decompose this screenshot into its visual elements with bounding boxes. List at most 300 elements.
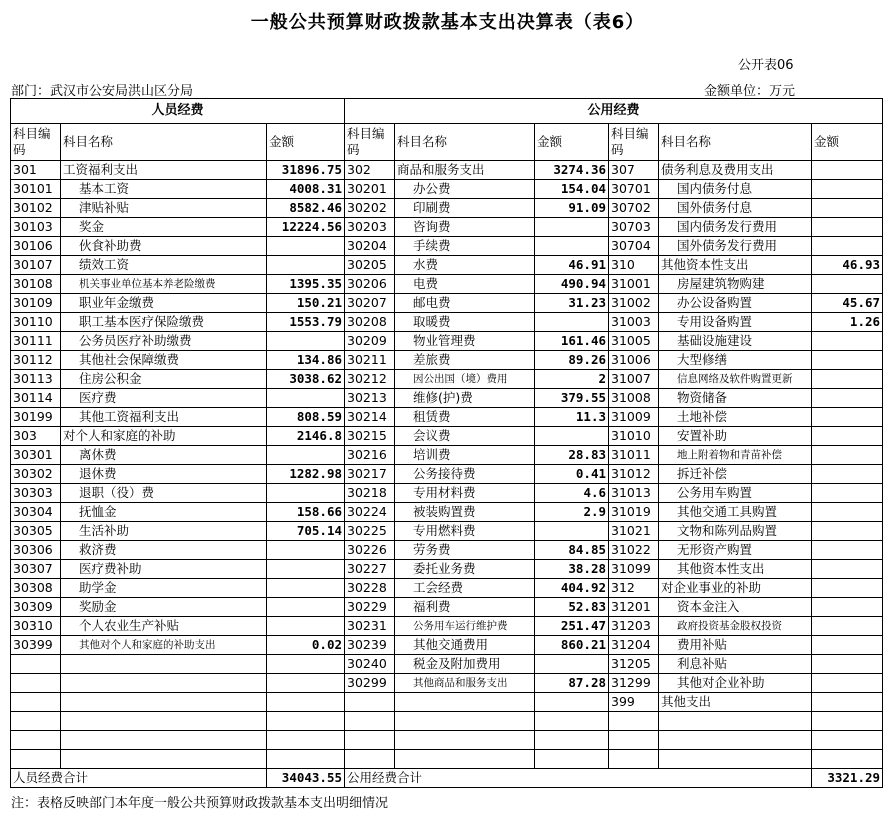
subject-name-cell: 医疗费 — [61, 389, 267, 408]
amount-cell: 2.9 — [535, 503, 609, 522]
subject-code-cell: 31010 — [609, 427, 659, 446]
department-label: 部门：武汉市公安局洪山区分局 — [11, 84, 194, 99]
table-row — [11, 750, 883, 769]
subject-code-cell: 30227 — [345, 560, 395, 579]
amount-cell: 3038.62 — [267, 370, 345, 389]
subject-code-cell: 31201 — [609, 598, 659, 617]
subject-name-cell — [61, 674, 267, 693]
subject-name-cell: 大型修缮 — [659, 351, 812, 370]
subject-code-cell: 30114 — [11, 389, 61, 408]
amount-cell: 490.94 — [535, 275, 609, 294]
subject-name-cell: 抚恤金 — [61, 503, 267, 522]
subject-name-cell: 个人农业生产补贴 — [61, 617, 267, 636]
amount-cell: 91.09 — [535, 199, 609, 218]
amount-cell — [535, 712, 609, 731]
subject-code-cell: 30102 — [11, 199, 61, 218]
column-header-name: 科目名称 — [395, 124, 535, 161]
subject-name-cell: 职业年金缴费 — [61, 294, 267, 313]
subject-name-cell: 培训费 — [395, 446, 535, 465]
amount-cell — [812, 579, 883, 598]
subject-code-cell: 30207 — [345, 294, 395, 313]
subject-name-cell: 其他对个人和家庭的补助支出 — [61, 636, 267, 655]
subject-code-cell — [345, 712, 395, 731]
subject-name-cell: 印刷费 — [395, 199, 535, 218]
column-header-amount: 金额 — [267, 124, 345, 161]
subject-name-cell: 水费 — [395, 256, 535, 275]
subject-code-cell: 30240 — [345, 655, 395, 674]
subject-name-cell: 生活补助 — [61, 522, 267, 541]
table-row — [11, 674, 883, 693]
subject-code-cell: 30239 — [345, 636, 395, 655]
column-header-code: 科目编码 — [609, 124, 659, 161]
subject-code-cell: 30211 — [345, 351, 395, 370]
amount-cell — [267, 389, 345, 408]
amount-cell: 38.28 — [535, 560, 609, 579]
amount-cell — [812, 522, 883, 541]
amount-cell — [812, 389, 883, 408]
amount-cell: 87.28 — [535, 674, 609, 693]
table-row — [11, 560, 883, 579]
subject-name-cell: 取暖费 — [395, 313, 535, 332]
subject-code-cell: 30225 — [345, 522, 395, 541]
amount-cell — [267, 560, 345, 579]
subject-code-cell: 31099 — [609, 560, 659, 579]
subject-name-cell: 职工基本医疗保险缴费 — [61, 313, 267, 332]
subject-name-cell: 工会经费 — [395, 579, 535, 598]
subject-name-cell: 公务员医疗补助缴费 — [61, 332, 267, 351]
subject-name-cell — [61, 712, 267, 731]
section-header-public: 公用经费 — [345, 99, 883, 124]
amount-cell — [267, 446, 345, 465]
amount-cell — [812, 484, 883, 503]
subject-name-cell: 其他商品和服务支出 — [395, 674, 535, 693]
amount-cell — [267, 731, 345, 750]
subject-name-cell: 伙食补助费 — [61, 237, 267, 256]
amount-cell — [535, 313, 609, 332]
subject-code-cell: 30231 — [345, 617, 395, 636]
subject-name-cell: 对企业事业的补助 — [659, 579, 812, 598]
table-row — [11, 427, 883, 446]
subject-code-cell: 30101 — [11, 180, 61, 199]
amount-cell: 379.55 — [535, 389, 609, 408]
subject-code-cell: 30299 — [345, 674, 395, 693]
subject-code-cell: 30111 — [11, 332, 61, 351]
table-row — [11, 237, 883, 256]
table-row — [11, 693, 883, 712]
amount-cell — [812, 161, 883, 180]
subject-name-cell: 奖励金 — [61, 598, 267, 617]
section-header-personnel: 人员经费 — [11, 99, 345, 124]
amount-cell — [812, 693, 883, 712]
amount-cell: 404.92 — [535, 579, 609, 598]
amount-cell — [812, 598, 883, 617]
amount-cell — [812, 408, 883, 427]
subject-name-cell: 福利费 — [395, 598, 535, 617]
subject-code-cell: 30306 — [11, 541, 61, 560]
subject-name-cell: 商品和服务支出 — [395, 161, 535, 180]
subject-name-cell: 劳务费 — [395, 541, 535, 560]
subject-code-cell — [11, 655, 61, 674]
subject-code-cell: 30205 — [345, 256, 395, 275]
subject-name-cell — [659, 712, 812, 731]
table-row — [11, 617, 883, 636]
amount-cell — [535, 655, 609, 674]
subject-name-cell: 物资储备 — [659, 389, 812, 408]
subject-name-cell: 救济费 — [61, 541, 267, 560]
column-header-amount: 金额 — [535, 124, 609, 161]
amount-cell: 3274.36 — [535, 161, 609, 180]
amount-cell — [267, 484, 345, 503]
subject-code-cell: 31299 — [609, 674, 659, 693]
amount-cell — [812, 180, 883, 199]
amount-cell: 150.21 — [267, 294, 345, 313]
subject-name-cell: 工资福利支出 — [61, 161, 267, 180]
amount-cell: 1395.35 — [267, 275, 345, 294]
subject-code-cell: 30226 — [345, 541, 395, 560]
subject-name-cell: 住房公积金 — [61, 370, 267, 389]
amount-cell — [812, 351, 883, 370]
table-row — [11, 389, 883, 408]
amount-cell — [267, 579, 345, 598]
subject-code-cell — [609, 712, 659, 731]
subject-name-cell: 租赁费 — [395, 408, 535, 427]
subject-code-cell: 30310 — [11, 617, 61, 636]
table-row — [11, 161, 883, 180]
footnote: 注：表格反映部门本年度一般公共预算财政拨款基本支出明细情况 — [11, 796, 389, 811]
subject-code-cell: 30309 — [11, 598, 61, 617]
amount-cell — [267, 674, 345, 693]
amount-cell: 28.83 — [535, 446, 609, 465]
subject-code-cell: 30209 — [345, 332, 395, 351]
subject-name-cell — [395, 712, 535, 731]
subject-code-cell: 30213 — [345, 389, 395, 408]
subject-code-cell: 302 — [345, 161, 395, 180]
personnel-total-label: 人员经费合计 — [11, 769, 267, 788]
subject-name-cell: 其他资本性支出 — [659, 560, 812, 579]
subject-name-cell — [395, 750, 535, 769]
subject-name-cell: 助学金 — [61, 579, 267, 598]
table-row — [11, 180, 883, 199]
table-row — [11, 636, 883, 655]
amount-cell: 46.93 — [812, 256, 883, 275]
amount-cell — [812, 655, 883, 674]
subject-name-cell: 咨询费 — [395, 218, 535, 237]
expenditure-table — [10, 98, 883, 788]
subject-code-cell: 30106 — [11, 237, 61, 256]
subject-code-cell — [11, 731, 61, 750]
subject-name-cell — [61, 731, 267, 750]
amount-cell — [812, 332, 883, 351]
amount-cell — [812, 465, 883, 484]
subject-code-cell — [11, 674, 61, 693]
amount-cell: 31896.75 — [267, 161, 345, 180]
subject-name-cell: 绩效工资 — [61, 256, 267, 275]
amount-cell: 0.02 — [267, 636, 345, 655]
amount-cell — [812, 712, 883, 731]
subject-name-cell: 办公费 — [395, 180, 535, 199]
table-row — [11, 313, 883, 332]
table-row — [11, 218, 883, 237]
subject-name-cell — [659, 750, 812, 769]
subject-name-cell: 委托业务费 — [395, 560, 535, 579]
subject-code-cell: 30308 — [11, 579, 61, 598]
subject-name-cell: 办公设备购置 — [659, 294, 812, 313]
amount-cell: 1553.79 — [267, 313, 345, 332]
amount-cell — [812, 199, 883, 218]
report-title: 一般公共预算财政拨款基本支出决算表（表6） — [250, 12, 645, 33]
column-header-name: 科目名称 — [659, 124, 812, 161]
subject-name-cell: 无形资产购置 — [659, 541, 812, 560]
subject-name-cell: 电费 — [395, 275, 535, 294]
subject-code-cell: 399 — [609, 693, 659, 712]
subject-name-cell: 公务用车购置 — [659, 484, 812, 503]
column-header-name: 科目名称 — [61, 124, 267, 161]
amount-cell: 2146.8 — [267, 427, 345, 446]
subject-name-cell: 其他社会保障缴费 — [61, 351, 267, 370]
table-row — [11, 332, 883, 351]
subject-code-cell: 30212 — [345, 370, 395, 389]
amount-cell — [267, 598, 345, 617]
subject-name-cell: 国外债务发行费用 — [659, 237, 812, 256]
table-row — [11, 294, 883, 313]
subject-code-cell: 31007 — [609, 370, 659, 389]
amount-cell — [535, 693, 609, 712]
subject-code-cell — [609, 750, 659, 769]
subject-code-cell: 30206 — [345, 275, 395, 294]
subject-code-cell: 30204 — [345, 237, 395, 256]
subject-code-cell: 31022 — [609, 541, 659, 560]
table-row — [11, 351, 883, 370]
subject-name-cell: 会议费 — [395, 427, 535, 446]
amount-cell: 808.59 — [267, 408, 345, 427]
subject-name-cell: 专用燃料费 — [395, 522, 535, 541]
subject-code-cell: 31205 — [609, 655, 659, 674]
personnel-total-amount: 34043.55 — [267, 769, 345, 788]
amount-cell — [812, 218, 883, 237]
subject-name-cell: 拆迁补偿 — [659, 465, 812, 484]
amount-cell: 4008.31 — [267, 180, 345, 199]
amount-cell — [812, 674, 883, 693]
amount-cell — [812, 370, 883, 389]
subject-code-cell: 30303 — [11, 484, 61, 503]
amount-cell — [812, 237, 883, 256]
table-row — [11, 275, 883, 294]
subject-name-cell: 国外债务付息 — [659, 199, 812, 218]
public-total-label: 公用经费合计 — [345, 769, 812, 788]
subject-name-cell: 维修(护)费 — [395, 389, 535, 408]
table-row — [11, 579, 883, 598]
amount-cell — [812, 560, 883, 579]
subject-code-cell — [345, 731, 395, 750]
amount-cell: 4.6 — [535, 484, 609, 503]
subject-code-cell: 30215 — [345, 427, 395, 446]
subject-name-cell: 利息补贴 — [659, 655, 812, 674]
amount-cell — [812, 427, 883, 446]
column-header-code: 科目编码 — [345, 124, 395, 161]
subject-code-cell: 30108 — [11, 275, 61, 294]
subject-code-cell: 31008 — [609, 389, 659, 408]
subject-name-cell: 手续费 — [395, 237, 535, 256]
subject-name-cell: 其他交通工具购置 — [659, 503, 812, 522]
amount-cell: 46.91 — [535, 256, 609, 275]
subject-code-cell: 31013 — [609, 484, 659, 503]
subject-name-cell: 奖金 — [61, 218, 267, 237]
subject-code-cell — [11, 750, 61, 769]
column-header-code: 科目编码 — [11, 124, 61, 161]
column-header-amount: 金额 — [812, 124, 883, 161]
subject-code-cell — [345, 750, 395, 769]
table-row — [11, 655, 883, 674]
amount-cell — [267, 617, 345, 636]
table-row — [11, 408, 883, 427]
subject-name-cell: 差旅费 — [395, 351, 535, 370]
amount-cell: 2 — [535, 370, 609, 389]
subject-code-cell: 30218 — [345, 484, 395, 503]
subject-name-cell: 税金及附加费用 — [395, 655, 535, 674]
subject-name-cell: 公务用车运行维护费 — [395, 617, 535, 636]
amount-cell: 1282.98 — [267, 465, 345, 484]
amount-cell — [535, 522, 609, 541]
table-number: 公开表06 — [738, 58, 794, 73]
subject-code-cell: 30201 — [345, 180, 395, 199]
amount-cell: 89.26 — [535, 351, 609, 370]
subject-name-cell: 专用设备购置 — [659, 313, 812, 332]
amount-cell: 705.14 — [267, 522, 345, 541]
table-row — [11, 446, 883, 465]
subject-code-cell: 30307 — [11, 560, 61, 579]
subject-code-cell: 31011 — [609, 446, 659, 465]
subject-name-cell: 公务接待费 — [395, 465, 535, 484]
subject-code-cell: 310 — [609, 256, 659, 275]
amount-cell — [267, 712, 345, 731]
subject-name-cell: 费用补贴 — [659, 636, 812, 655]
table-row — [11, 731, 883, 750]
subject-code-cell: 31003 — [609, 313, 659, 332]
amount-cell: 1.26 — [812, 313, 883, 332]
amount-cell — [535, 750, 609, 769]
subject-code-cell: 31009 — [609, 408, 659, 427]
subject-name-cell: 国内债务付息 — [659, 180, 812, 199]
amount-cell — [812, 617, 883, 636]
amount-cell: 860.21 — [535, 636, 609, 655]
subject-code-cell: 31021 — [609, 522, 659, 541]
subject-name-cell: 退休费 — [61, 465, 267, 484]
subject-code-cell: 31001 — [609, 275, 659, 294]
public-total-amount: 3321.29 — [812, 769, 883, 788]
subject-code-cell — [345, 693, 395, 712]
totals-row — [11, 769, 883, 788]
subject-name-cell: 医疗费补助 — [61, 560, 267, 579]
subject-name-cell: 国内债务发行费用 — [659, 218, 812, 237]
subject-code-cell — [11, 693, 61, 712]
table-row — [11, 256, 883, 275]
amount-cell — [812, 731, 883, 750]
subject-name-cell: 其他对企业补助 — [659, 674, 812, 693]
subject-code-cell: 30305 — [11, 522, 61, 541]
table-row — [11, 712, 883, 731]
subject-code-cell: 30702 — [609, 199, 659, 218]
subject-code-cell: 30203 — [345, 218, 395, 237]
subject-code-cell: 31203 — [609, 617, 659, 636]
table-row — [11, 370, 883, 389]
subject-name-cell: 安置补助 — [659, 427, 812, 446]
amount-cell — [812, 503, 883, 522]
subject-name-cell: 其他工资福利支出 — [61, 408, 267, 427]
table-row — [11, 199, 883, 218]
amount-cell: 84.85 — [535, 541, 609, 560]
subject-code-cell: 30229 — [345, 598, 395, 617]
subject-code-cell: 30208 — [345, 313, 395, 332]
amount-cell — [267, 693, 345, 712]
subject-code-cell: 30112 — [11, 351, 61, 370]
amount-cell — [267, 655, 345, 674]
table-row — [11, 503, 883, 522]
amount-cell: 12224.56 — [267, 218, 345, 237]
amount-cell — [812, 446, 883, 465]
amount-cell — [535, 427, 609, 446]
subject-code-cell: 30216 — [345, 446, 395, 465]
amount-cell — [535, 237, 609, 256]
subject-name-cell: 被装购置费 — [395, 503, 535, 522]
subject-name-cell: 信息网络及软件购置更新 — [659, 370, 812, 389]
subject-name-cell — [61, 750, 267, 769]
subject-name-cell: 专用材料费 — [395, 484, 535, 503]
subject-name-cell: 资本金注入 — [659, 598, 812, 617]
subject-name-cell: 文物和陈列品购置 — [659, 522, 812, 541]
subject-name-cell: 物业管理费 — [395, 332, 535, 351]
subject-code-cell: 31012 — [609, 465, 659, 484]
amount-cell: 52.83 — [535, 598, 609, 617]
subject-code-cell: 31006 — [609, 351, 659, 370]
subject-name-cell: 债务利息及费用支出 — [659, 161, 812, 180]
subject-name-cell — [61, 693, 267, 712]
subject-code-cell: 312 — [609, 579, 659, 598]
amount-cell: 161.46 — [535, 332, 609, 351]
subject-code-cell: 30304 — [11, 503, 61, 522]
subject-code-cell: 30202 — [345, 199, 395, 218]
subject-code-cell: 30103 — [11, 218, 61, 237]
subject-code-cell: 30217 — [345, 465, 395, 484]
subject-name-cell: 其他交通费用 — [395, 636, 535, 655]
subject-name-cell — [659, 731, 812, 750]
subject-name-cell: 机关事业单位基本养老险缴费 — [61, 275, 267, 294]
subject-name-cell: 津贴补贴 — [61, 199, 267, 218]
subject-code-cell: 301 — [11, 161, 61, 180]
subject-code-cell — [11, 712, 61, 731]
subject-code-cell: 30399 — [11, 636, 61, 655]
amount-cell — [267, 237, 345, 256]
subject-code-cell: 30701 — [609, 180, 659, 199]
subject-code-cell: 31204 — [609, 636, 659, 655]
amount-cell — [535, 731, 609, 750]
subject-code-cell: 30302 — [11, 465, 61, 484]
subject-code-cell: 30109 — [11, 294, 61, 313]
subject-name-cell: 基本工资 — [61, 180, 267, 199]
subject-code-cell: 30214 — [345, 408, 395, 427]
subject-name-cell — [395, 731, 535, 750]
subject-name-cell — [61, 655, 267, 674]
subject-code-cell: 30301 — [11, 446, 61, 465]
subject-name-cell: 离休费 — [61, 446, 267, 465]
amount-cell — [267, 332, 345, 351]
subject-name-cell — [395, 693, 535, 712]
subject-code-cell: 30199 — [11, 408, 61, 427]
subject-code-cell — [609, 731, 659, 750]
subject-code-cell: 307 — [609, 161, 659, 180]
subject-name-cell: 因公出国（境）费用 — [395, 370, 535, 389]
table-row — [11, 598, 883, 617]
amount-cell — [267, 256, 345, 275]
